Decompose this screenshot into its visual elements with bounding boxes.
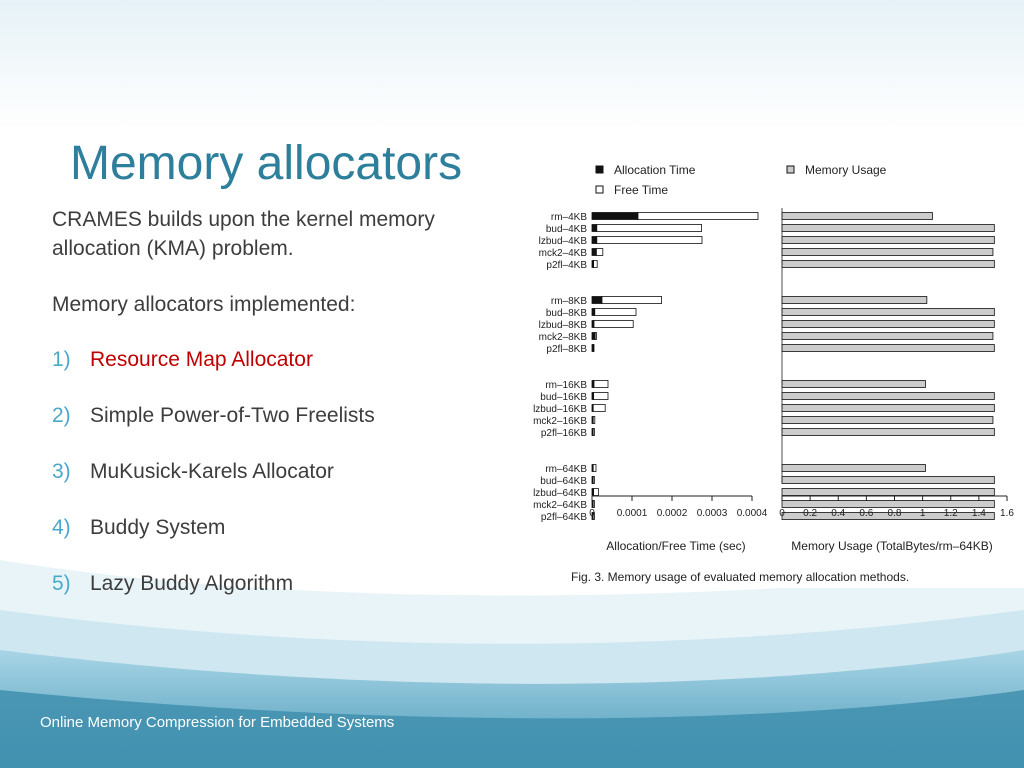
category-label: p2fl–64KB: [540, 512, 587, 523]
figure-caption: Fig. 3. Memory usage of evaluated memory allocation methods.: [571, 570, 910, 584]
memory-usage-bar: [782, 309, 994, 316]
memory-tick-label: 1: [919, 508, 926, 519]
legend-swatch-free-time: [596, 186, 603, 193]
list-item-label: Simple Power-of-Two Freelists: [90, 404, 375, 427]
legend-swatch-memory-usage: [787, 166, 794, 173]
free-time-bar: [595, 309, 636, 316]
memory-usage-bar: [782, 465, 925, 472]
memory-tick-label: 0.8: [887, 508, 902, 519]
memory-tick-label: 0.2: [803, 508, 818, 519]
category-label: rm–8KB: [550, 296, 587, 307]
memory-axis-label: Memory Usage (TotalBytes/rm–64KB): [791, 539, 993, 553]
allocation-time-bar: [592, 237, 597, 244]
list-number: 1): [52, 348, 71, 371]
free-time-bar: [594, 381, 608, 388]
allocation-time-bar: [592, 249, 596, 256]
time-tick-label: 0.0001: [616, 508, 648, 519]
memory-usage-bar: [782, 477, 994, 484]
slide-title: Memory allocators: [70, 137, 463, 190]
time-axis-label: Allocation/Free Time (sec): [606, 539, 746, 553]
list-item: [52, 513, 492, 569]
memory-tick-label: 0.6: [859, 508, 874, 519]
slide-footer: Online Memory Compression for Embedded Systems: [40, 714, 395, 731]
category-label: rm–64KB: [545, 464, 587, 475]
free-time-bar: [594, 489, 599, 496]
category-label: lzbud–8KB: [538, 320, 587, 331]
memory-usage-bar: [782, 429, 994, 436]
free-time-bar: [594, 321, 633, 328]
memory-usage-bar: [782, 321, 994, 328]
category-label: mck2–4KB: [538, 248, 587, 259]
time-tick-label: 0.0002: [656, 508, 688, 519]
slide-body: [52, 205, 492, 625]
memory-tick-label: 1.2: [943, 508, 958, 519]
free-time-bar: [593, 429, 594, 436]
allocation-time-bar: [592, 333, 595, 340]
free-time-bar: [593, 477, 594, 484]
memory-usage-bar: [782, 417, 993, 424]
list-number: 5): [52, 572, 71, 595]
memory-tick-label: 0: [779, 508, 785, 519]
memory-tick-label: 0.4: [831, 508, 846, 519]
category-label: bud–8KB: [545, 308, 587, 319]
category-label: bud–16KB: [540, 392, 587, 403]
category-label: lzbud–4KB: [538, 236, 587, 247]
memory-usage-bar: [782, 249, 993, 256]
legend-label-free-time: Free Time: [614, 183, 669, 197]
list-item: [52, 569, 492, 625]
memory-usage-bar: [782, 489, 994, 496]
free-time-bar: [638, 213, 758, 220]
allocation-time-bar: [592, 213, 638, 220]
free-time-bar: [594, 393, 608, 400]
list-item-label: MuKusick-Karels Allocator: [90, 460, 334, 483]
free-time-bar: [593, 405, 605, 412]
memory-usage-bar: [782, 381, 925, 388]
time-tick-label: 0.0003: [696, 508, 728, 519]
free-time-bar: [596, 249, 602, 256]
memory-usage-bar: [782, 345, 994, 352]
allocation-time-bar: [592, 297, 602, 304]
allocators-heading: Memory allocators implemented:: [52, 293, 356, 316]
figure-panel: [517, 148, 1024, 588]
category-label: mck2–16KB: [533, 416, 587, 427]
list-number: 4): [52, 516, 71, 539]
list-item: [52, 401, 492, 457]
memory-chart: [517, 148, 1024, 588]
memory-usage-bar: [782, 405, 994, 412]
category-label: lzbud–16KB: [533, 404, 587, 415]
memory-tick-label: 1.4: [971, 508, 986, 519]
time-tick-label: 0: [589, 508, 595, 519]
allocator-list: [52, 345, 492, 625]
free-time-bar: [597, 225, 702, 232]
list-item-label: Buddy System: [90, 516, 226, 539]
free-time-bar: [593, 417, 595, 424]
category-label: lzbud–64KB: [533, 488, 587, 499]
list-item-label: Resource Map Allocator: [90, 348, 313, 371]
free-time-bar: [593, 501, 594, 508]
category-label: p2fl–16KB: [540, 428, 587, 439]
list-item: [52, 345, 492, 401]
memory-tick-label: 1.6: [1000, 508, 1014, 519]
free-time-bar: [593, 465, 596, 472]
legend-label-allocation-time: Allocation Time: [614, 163, 696, 177]
memory-usage-bar: [782, 261, 994, 268]
free-time-bar: [593, 345, 594, 352]
memory-usage-bar: [782, 237, 994, 244]
category-label: mck2–8KB: [538, 332, 587, 343]
legend-swatch-allocation-time: [596, 166, 603, 173]
memory-usage-bar: [782, 333, 993, 340]
memory-usage-bar: [782, 213, 932, 220]
allocation-time-bar: [592, 309, 595, 316]
category-label: p2fl–8KB: [546, 344, 587, 355]
legend-label-memory-usage: Memory Usage: [805, 163, 887, 177]
free-time-bar: [594, 261, 598, 268]
list-item-label: Lazy Buddy Algorithm: [90, 572, 294, 595]
free-time-bar: [602, 297, 662, 304]
allocation-time-bar: [592, 225, 597, 232]
memory-usage-bar: [782, 501, 994, 508]
memory-usage-bar: [782, 297, 927, 304]
intro-paragraph: CRAMES builds upon the kernel memory allocation (KMA) problem.: [52, 208, 435, 260]
category-label: rm–4KB: [550, 212, 587, 223]
free-time-bar: [597, 237, 702, 244]
list-item: [52, 457, 492, 513]
category-label: bud–64KB: [540, 476, 587, 487]
category-label: p2fl–4KB: [546, 260, 587, 271]
time-tick-label: 0.0004: [736, 508, 768, 519]
category-label: rm–16KB: [545, 380, 587, 391]
memory-usage-bar: [782, 393, 994, 400]
memory-usage-bar: [782, 225, 994, 232]
category-label: bud–4KB: [545, 224, 587, 235]
category-label: mck2–64KB: [533, 500, 587, 511]
free-time-bar: [595, 333, 596, 340]
list-number: 3): [52, 460, 71, 483]
list-number: 2): [52, 404, 71, 427]
